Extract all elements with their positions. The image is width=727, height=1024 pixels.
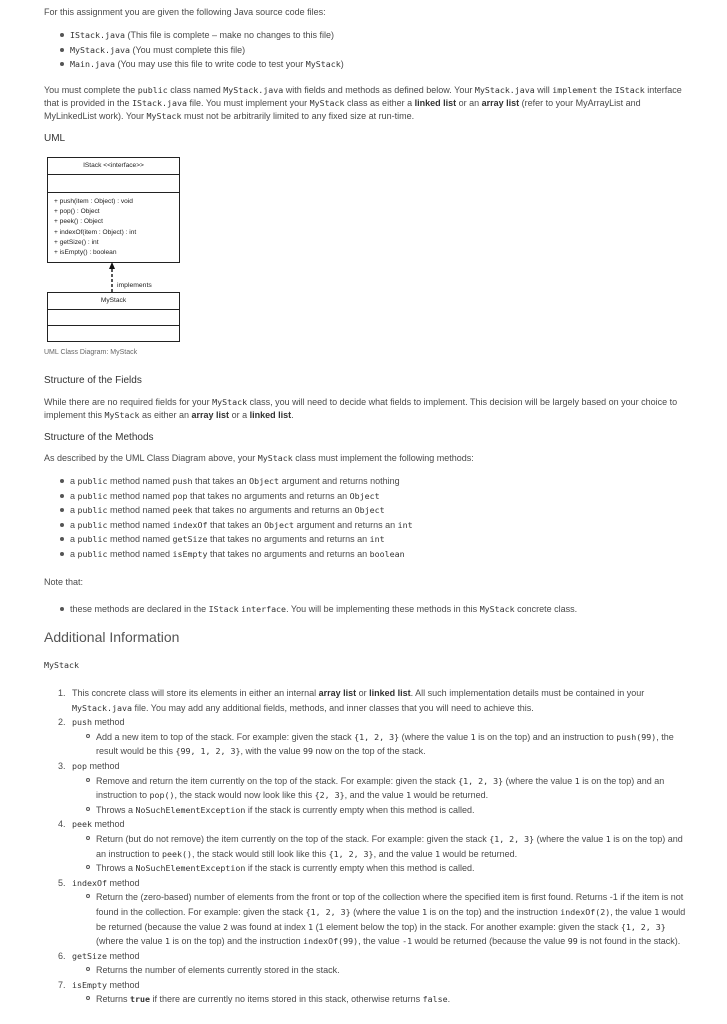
uml-caption: UML Class Diagram: MyStack: [44, 349, 138, 356]
pop-throws: Throws a NoSuchElementException if the stack is currently empty when this method is called.: [72, 803, 688, 818]
fields-section: [44, 374, 689, 617]
fields-paragraph: While there are no required fields for your MyStack class, you will need to decide what fields to implement. This decision will be largely based on your choice to implement this MyStack as either an array list or a linked list.: [44, 397, 678, 420]
note-label: Note that:: [44, 577, 84, 587]
isempty-desc: Returns true if there are currently no items stored in this stack, otherwise returns false.: [72, 992, 688, 1007]
uml-method: + peek() : Object: [54, 218, 103, 226]
intro-paragraph: You must complete the public class named MyStack.java with fields and methods as defined below. Your MyStack.java will implement the IStack interface that is provided in the IStack.java file. You must implement your MyStack class as either a linked list or an array list (refer to your MyArrayList and MyLinkedList work). Your MyStack must not be arbitrarily limited to any fixed size at run-time.: [44, 84, 682, 121]
getsize-desc: Returns the number of elements currently stored in the stack.: [72, 963, 688, 978]
uml-method: + isEmpty() : boolean: [54, 249, 117, 257]
peek-desc: Return (but do not remove) the item currently on the top of the stack. For example: given the stack {1, 2, 3} (where the value 1 is on the top) and an instruction to peek(), the stack would still look like this {1, 2, 3}, and the value 1 would be returned.: [72, 832, 688, 861]
intro-section: [44, 6, 689, 145]
file-list: [44, 28, 689, 72]
method-list-item: a public method named indexOf that takes an Object argument and returns an int: [44, 518, 689, 533]
isempty-item: 7. isEmpty method: [58, 979, 140, 990]
uml-interface-title: IStack <<interface>>: [48, 158, 179, 175]
method-list-item: a public method named getSize that takes no arguments and returns an int: [44, 532, 689, 547]
uml-method: + pop() : Object: [54, 208, 100, 216]
fields-heading: Structure of the Fields: [44, 375, 142, 386]
file-item: Main.java (You may use this file to write code to test your MyStack): [44, 57, 689, 72]
note-list: [44, 602, 689, 617]
file-item: IStack.java (This file is complete – make no changes to this file): [44, 28, 689, 43]
note-item: these methods are declared in the IStack interface. You will be implementing these methods in this MyStack concrete class.: [44, 602, 689, 617]
methods-paragraph: As described by the UML Class Diagram above, your MyStack class must implement the following methods:: [44, 453, 474, 463]
uml-fields-compartment: [48, 175, 179, 193]
push-desc: Add a new item to top of the stack. For example: given the stack {1, 2, 3} (where the value 1 is on the top) and an instruction to push(99), the result would be this {99, 1, 2, 3}, with the value 99 now on the top of the stack.: [72, 730, 688, 759]
method-list-item: a public method named peek that takes no arguments and returns an Object: [44, 503, 689, 518]
intro-line: For this assignment you are given the following Java source code files:: [44, 7, 326, 17]
method-list: [44, 474, 689, 561]
uml-implements-label: implements: [117, 282, 152, 289]
uml-method: + push(item : Object) : void: [54, 198, 133, 205]
file-item: MyStack.java (You must complete this file): [44, 43, 689, 58]
uml-method: + indexOf(item : Object) : int: [54, 228, 137, 236]
indexof-desc: Return the (zero-based) number of elements from the front or top of the collection where the specified item is first found. Returns -1 if the item is not found in the collection. For example: given the stack {1, 2, 3} (where the value 1 is on the top) and the instruction indexOf(2), the value 1 would be returned (because the value 2 was found at index 1 (1 element below the top) in the stack. For another example: given the stack {1, 2, 3} (where the value 1 is on the top) and the instruction indexOf(99), the value -1 would be returned (because the value 99 is not found in the stack).: [72, 890, 688, 948]
method-list-item: a public method named isEmpty that takes no arguments and returns an boolean: [44, 547, 689, 562]
uml-class-box: [47, 292, 180, 342]
method-list-item: a public method named pop that takes no arguments and returns an Object: [44, 489, 689, 504]
push-item: 2. push method: [58, 717, 125, 728]
peek-item: 4. peek method: [58, 819, 125, 830]
uml-class-fields: [48, 310, 179, 326]
methods-heading: Structure of the Methods: [44, 432, 154, 443]
mystack-label: MyStack: [44, 660, 79, 670]
uml-class-methods: [48, 326, 179, 341]
uml-heading: UML: [44, 132, 66, 144]
additional-heading: Additional Information: [44, 629, 180, 645]
additional-list: [58, 686, 688, 1007]
uml-class-title: MyStack: [48, 293, 179, 310]
indexof-item: 5. indexOf method: [58, 877, 140, 888]
uml-implements-arrow: [100, 262, 130, 294]
uml-methods-compartment: [48, 193, 179, 258]
pop-item: 3. pop method: [58, 760, 120, 771]
uml-method: + getSize() : int: [54, 238, 99, 246]
peek-throws: Throws a NoSuchElementException if the stack is currently empty when this method is called.: [72, 861, 688, 876]
pop-desc: Remove and return the item currently on the top of the stack. For example: given the stack {1, 2, 3} (where the value 1 is on the top) and an instruction to pop(), the stack would now look like this {2, 3}, and the value 1 would be returned.: [72, 774, 688, 803]
uml-interface-box: [47, 157, 180, 263]
getsize-item: 6. getSize method: [58, 950, 140, 961]
additional-item: 1. This concrete class will store its elements in either an internal array list or linked list. All such implementation details must be contained in your MyStack.java file. You may add any additional fields, methods, and inner classes that you will need to achieve this.: [58, 688, 645, 713]
method-list-item: a public method named push that takes an Object argument and returns nothing: [44, 474, 689, 489]
